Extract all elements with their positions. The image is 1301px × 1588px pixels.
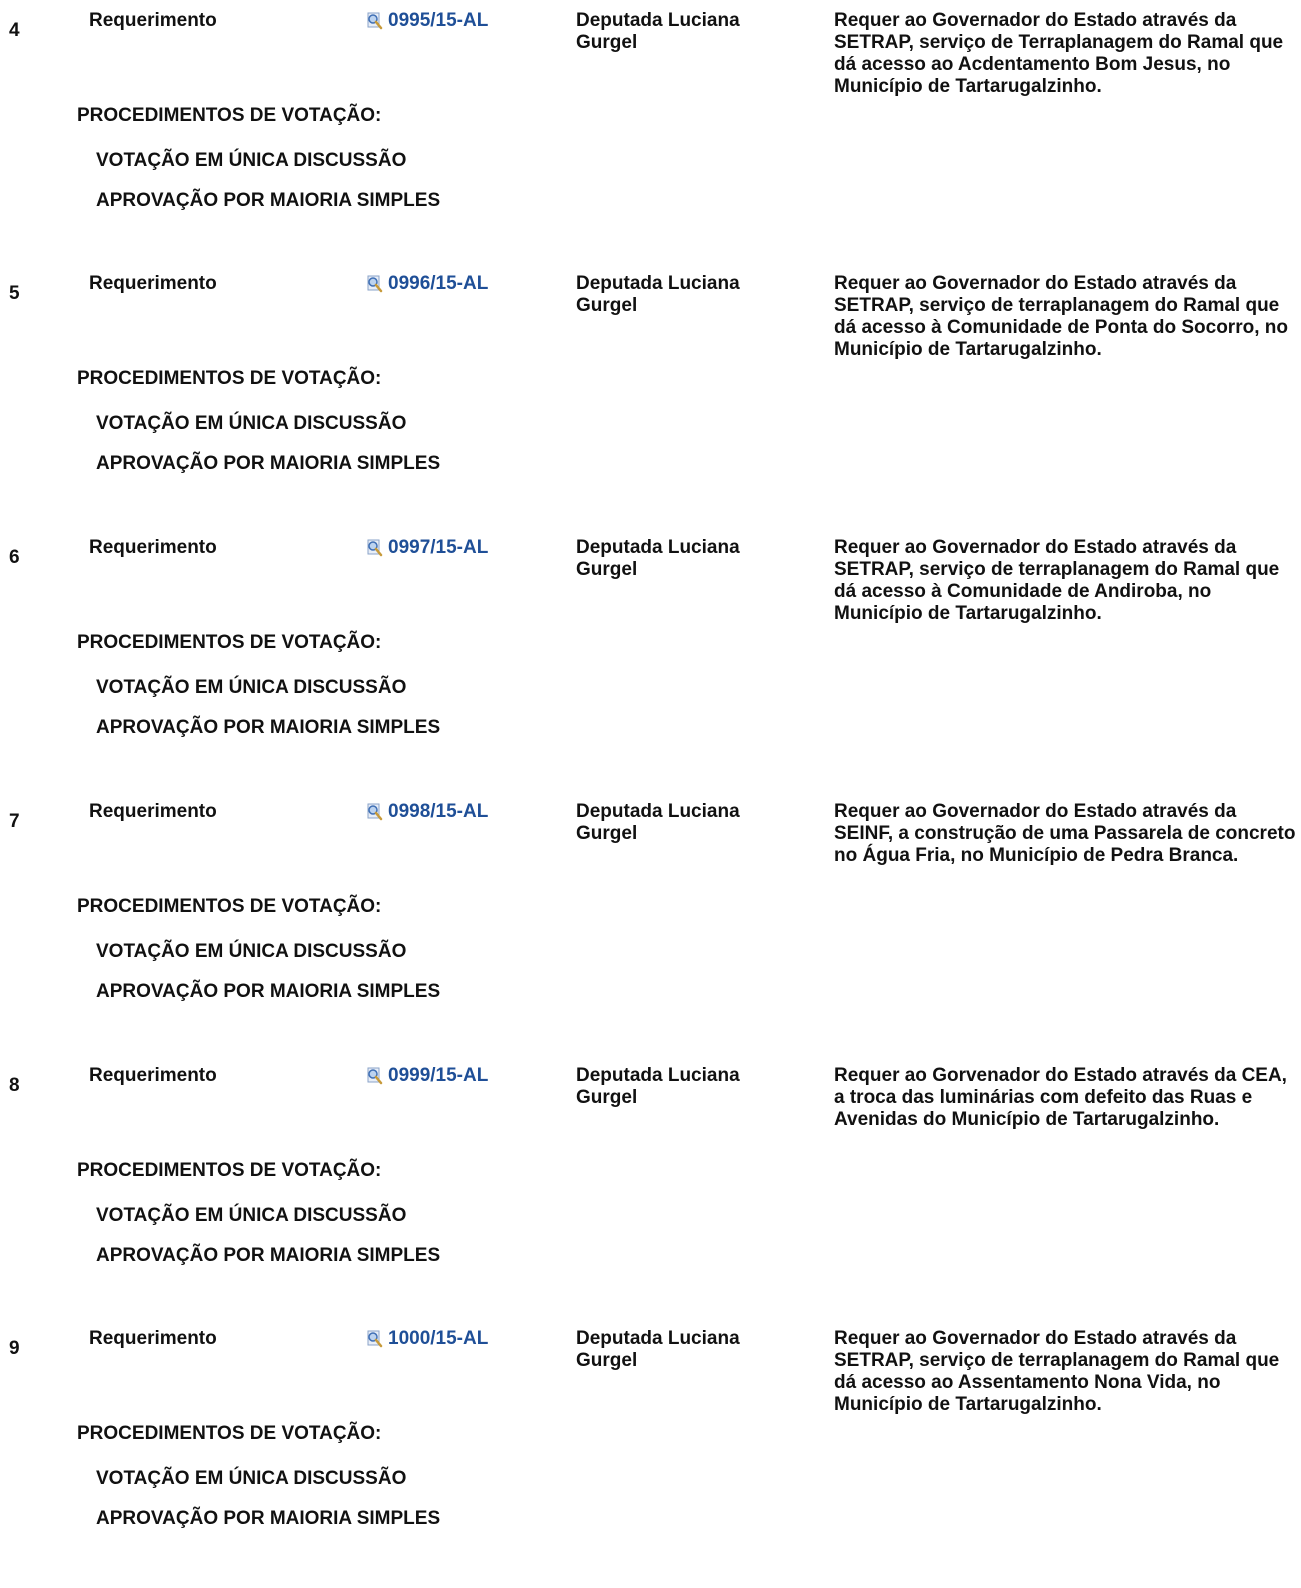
- entry-author: Deputada Luciana Gurgel: [576, 10, 740, 53]
- document-id: 0996/15-AL: [388, 273, 489, 294]
- entry-number: 4: [9, 20, 20, 41]
- document-link[interactable]: [365, 1328, 488, 1350]
- document-link[interactable]: [365, 273, 488, 295]
- procedure-voting: VOTAÇÃO EM ÚNICA DISCUSSÃO: [96, 677, 407, 698]
- document-link[interactable]: [365, 537, 488, 559]
- procedure-voting: VOTAÇÃO EM ÚNICA DISCUSSÃO: [96, 150, 407, 171]
- magnifier-document-icon: [365, 11, 385, 31]
- agenda-entry: [0, 537, 1301, 797]
- entry-number: 8: [9, 1075, 20, 1096]
- procedure-voting: VOTAÇÃO EM ÚNICA DISCUSSÃO: [96, 941, 407, 962]
- procedure-approval: APROVAÇÃO POR MAIORIA SIMPLES: [96, 453, 441, 474]
- entry-description: Requer ao Governador do Estado através da SETRAP, serviço de terraplanagem do Ramal que dá acesso à Comunidade de Andiroba, no Município de Tartarugalzinho.: [834, 537, 1280, 624]
- entry-type: Requerimento: [89, 1065, 217, 1086]
- procedure-voting: VOTAÇÃO EM ÚNICA DISCUSSÃO: [96, 1205, 407, 1226]
- entry-author: Deputada Luciana Gurgel: [576, 1065, 740, 1108]
- magnifier-document-icon: [365, 274, 385, 294]
- entry-number: 7: [9, 811, 20, 832]
- document-id: 1000/15-AL: [388, 1328, 489, 1349]
- entry-type: Requerimento: [89, 537, 217, 558]
- procedure-title: PROCEDIMENTOS DE VOTAÇÃO:: [77, 632, 382, 653]
- agenda-entry: [0, 1328, 1301, 1588]
- magnifier-document-icon: [365, 538, 385, 558]
- procedure-title: PROCEDIMENTOS DE VOTAÇÃO:: [77, 1160, 382, 1181]
- entry-description: Requer ao Gorvenador do Estado através da CEA, a troca das luminárias com defeito das Ruas e Avenidas do Município de Tartarugalzinho.: [834, 1065, 1287, 1130]
- entry-description: Requer ao Governador do Estado através da SETRAP, serviço de terraplanagem do Ramal que dá acesso ao Assentamento Nona Vida, no Município de Tartarugalzinho.: [834, 1328, 1280, 1415]
- entry-type: Requerimento: [89, 1328, 217, 1349]
- procedure-approval: APROVAÇÃO POR MAIORIA SIMPLES: [96, 1508, 441, 1529]
- procedure-voting: VOTAÇÃO EM ÚNICA DISCUSSÃO: [96, 413, 407, 434]
- document-id: 0999/15-AL: [388, 1065, 489, 1086]
- procedure-approval: APROVAÇÃO POR MAIORIA SIMPLES: [96, 1245, 441, 1266]
- procedure-title: PROCEDIMENTOS DE VOTAÇÃO:: [77, 368, 382, 389]
- entry-description: Requer ao Governador do Estado através da SETRAP, serviço de terraplanagem do Ramal que dá acesso à Comunidade de Ponta do Socorro, no Município de Tartarugalzinho.: [834, 273, 1288, 360]
- entry-number: 9: [9, 1338, 20, 1359]
- document-id: 0995/15-AL: [388, 10, 489, 31]
- magnifier-document-icon: [365, 1066, 385, 1086]
- magnifier-document-icon: [365, 802, 385, 822]
- procedure-title: PROCEDIMENTOS DE VOTAÇÃO:: [77, 1423, 382, 1444]
- document-id: 0998/15-AL: [388, 801, 489, 822]
- entry-description: Requer ao Governador do Estado através da SETRAP, serviço de Terraplanagem do Ramal que dá acesso ao Acdentamento Bom Jesus, no Município de Tartarugalzinho.: [834, 10, 1284, 97]
- entry-author: Deputada Luciana Gurgel: [576, 801, 740, 844]
- entry-author: Deputada Luciana Gurgel: [576, 537, 740, 580]
- agenda-entry: [0, 273, 1301, 533]
- agenda-entry: [0, 801, 1301, 1061]
- entry-description: Requer ao Governador do Estado através da SEINF, a construção de uma Passarela de concreto no Água Fria, no Município de Pedra Branca.: [834, 801, 1296, 866]
- magnifier-document-icon: [365, 1329, 385, 1349]
- entry-author: Deputada Luciana Gurgel: [576, 1328, 740, 1371]
- agenda-entry: [0, 1065, 1301, 1325]
- procedure-approval: APROVAÇÃO POR MAIORIA SIMPLES: [96, 981, 441, 1002]
- entry-type: Requerimento: [89, 273, 217, 294]
- entry-type: Requerimento: [89, 801, 217, 822]
- entry-number: 5: [9, 283, 20, 304]
- entry-author: Deputada Luciana Gurgel: [576, 273, 740, 316]
- document-link[interactable]: [365, 1065, 488, 1087]
- document-link[interactable]: [365, 10, 488, 32]
- procedure-voting: VOTAÇÃO EM ÚNICA DISCUSSÃO: [96, 1468, 407, 1489]
- procedure-title: PROCEDIMENTOS DE VOTAÇÃO:: [77, 105, 382, 126]
- agenda-entry: [0, 10, 1301, 270]
- procedure-approval: APROVAÇÃO POR MAIORIA SIMPLES: [96, 190, 441, 211]
- procedure-title: PROCEDIMENTOS DE VOTAÇÃO:: [77, 896, 382, 917]
- document-link[interactable]: [365, 801, 488, 823]
- procedure-approval: APROVAÇÃO POR MAIORIA SIMPLES: [96, 717, 441, 738]
- entry-number: 6: [9, 547, 20, 568]
- entry-type: Requerimento: [89, 10, 217, 31]
- document-id: 0997/15-AL: [388, 537, 489, 558]
